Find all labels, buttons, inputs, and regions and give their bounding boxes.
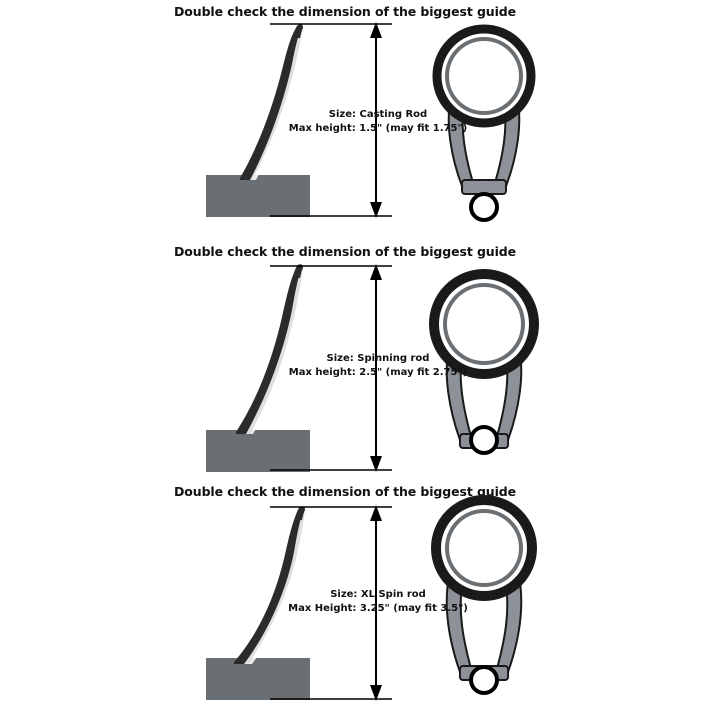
reel-seat-block bbox=[206, 430, 310, 472]
caption-height-line: Max height: 1.5" (may fit 1.75") bbox=[288, 123, 468, 134]
panel-caption bbox=[268, 588, 488, 616]
rod-blank bbox=[240, 28, 303, 180]
panel-xl-spin-rod bbox=[0, 480, 720, 720]
panel-title: Double check the dimension of the biggest guide bbox=[174, 484, 516, 499]
panel-caption bbox=[268, 108, 488, 136]
panel-title: Double check the dimension of the biggest guide bbox=[174, 244, 516, 259]
panel-caption bbox=[268, 352, 488, 380]
rod-cross-section bbox=[471, 667, 497, 693]
panel-casting-rod bbox=[0, 0, 720, 240]
reel-seat-block bbox=[206, 175, 310, 217]
caption-height-line: Max Height: 3.25" (may fit 3.5") bbox=[288, 603, 468, 614]
guide-ring-inner bbox=[447, 39, 521, 113]
caption-size-line: Size: Casting Rod bbox=[328, 109, 428, 120]
rod-cross-section bbox=[471, 194, 497, 220]
guide-foot bbox=[462, 180, 506, 194]
reel-seat-block bbox=[206, 658, 310, 700]
caption-size-line: Size: Spinning rod bbox=[326, 353, 430, 364]
rod-blank bbox=[234, 510, 305, 664]
rod-blank bbox=[236, 268, 303, 434]
rod-cross-section bbox=[471, 427, 497, 453]
panel-spinning-rod bbox=[0, 240, 720, 480]
caption-height-line: Max height: 2.5" (may fit 2.75") bbox=[288, 367, 468, 378]
guide-ring-inner bbox=[447, 511, 521, 585]
panel-title: Double check the dimension of the biggest guide bbox=[174, 4, 516, 19]
caption-size-line: Size: XL Spin rod bbox=[330, 589, 426, 600]
